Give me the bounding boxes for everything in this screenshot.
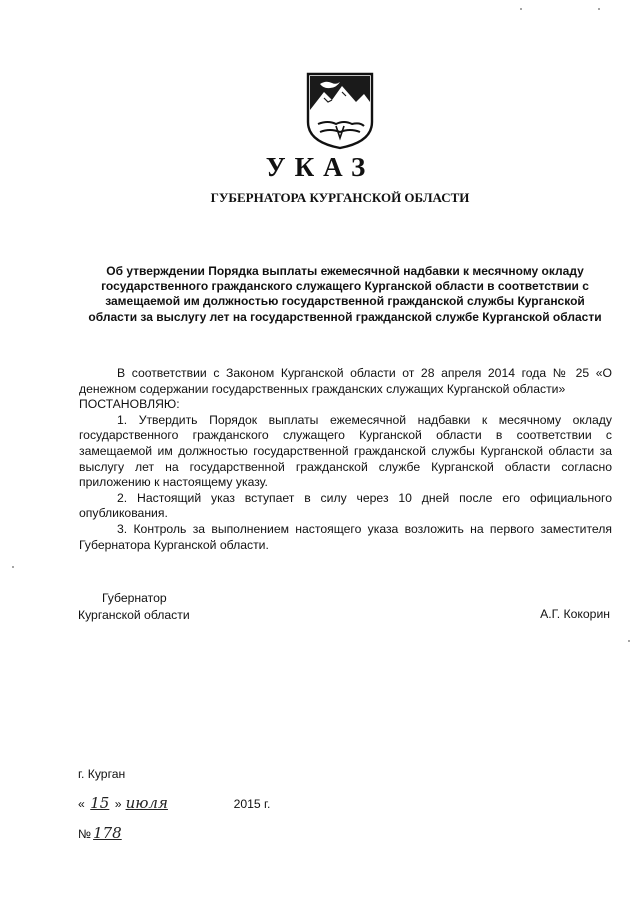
scan-speck — [598, 8, 600, 10]
decree-item-1: 1. Утвердить Порядок выплаты ежемесячной надбавки к месячному окладу государственного гражданского служащего Курганской области в соответствии с замещаемой им должностью государственной гражданской службы Курганской области за выслугу лет на государственной гражданской службе Курганской области согласно приложению к настоящему указу. — [79, 412, 612, 490]
signer-role-line-1: Губернатор — [102, 591, 167, 605]
date-year: 2015 г. — [233, 797, 271, 811]
coat-of-arms-emblem — [306, 72, 374, 150]
signer-name: А.Г. Кокорин — [540, 607, 610, 621]
scan-speck — [628, 640, 630, 642]
decree-item-2: 2. Настоящий указ вступает в силу через 10 дней после его официального опубликования. — [79, 490, 612, 521]
date-quote-open: « — [78, 797, 85, 811]
date-quote-close: » — [114, 797, 122, 811]
issue-date — [78, 794, 270, 812]
document-subtitle: ГУБЕРНАТОРА КУРГАНСКОЙ ОБЛАСТИ — [210, 190, 470, 205]
decree-heading: Об утверждении Порядка выплаты ежемесячной надбавки к месячному окладу государственного гражданского служащего Курганской области в соответствии с замещаемой им должностью государственной гражданской службы Курганской области за выслугу лет на государственной гражданской службе Курганской области — [88, 264, 602, 324]
number-value: 178 — [93, 824, 122, 842]
decree-resolve: ПОСТАНОВЛЯЮ: — [79, 397, 180, 412]
signer-role — [78, 590, 190, 624]
date-day: 15 — [90, 794, 110, 812]
decree-body — [79, 366, 612, 553]
number-prefix: № — [78, 827, 92, 841]
scan-speck — [520, 8, 522, 10]
signer-role-line-2: Курганской области — [78, 608, 190, 622]
document-title: УКАЗ — [265, 152, 375, 182]
issue-city: г. Курган — [78, 767, 126, 781]
scan-speck — [12, 566, 14, 568]
decree-intro: В соответствии с Законом Курганской области от 28 апреля 2014 года № 25 «О денежном содержании государственных гражданских служащих Курганской области» — [79, 366, 612, 396]
decree-item-3: 3. Контроль за выполнением настоящего указа возложить на первого заместителя Губернатора Курганской области. — [79, 521, 612, 552]
coat-of-arms-icon — [306, 72, 374, 150]
date-month: июля — [125, 794, 168, 812]
document-number — [78, 824, 149, 842]
